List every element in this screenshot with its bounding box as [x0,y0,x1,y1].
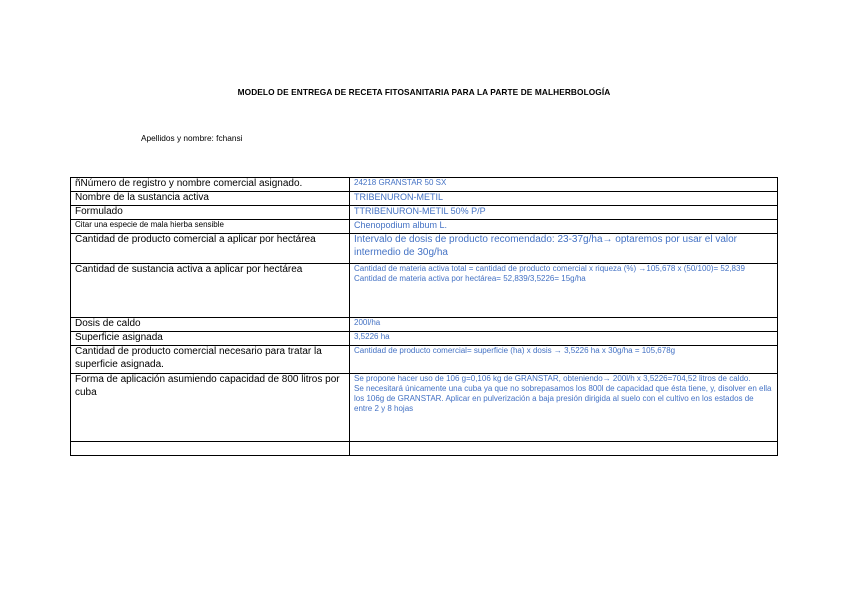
table-row [71,192,778,206]
row-label: Cantidad de producto comercial a aplicar por hectárea [71,234,350,264]
row-label [71,442,350,456]
document-title: MODELO DE ENTREGA DE RECETA FITOSANITARIA PARA LA PARTE DE MALHERBOLOGÍA [237,87,611,97]
row-value [350,206,778,220]
value-line: Cantidad de materia activa total = cantidad de producto comercial x riqueza (%) →105,678 x (50/100)= 52,839 [354,264,745,273]
table-row [71,220,778,234]
table-row [71,442,778,456]
row-label: ñNúmero de registro y nombre comercial asignado. [71,178,350,192]
row-value [350,264,778,318]
row-label: Cantidad de sustancia activa a aplicar por hectárea [71,264,350,318]
value-line: 24218 GRANSTAR 50 SX [354,178,447,187]
value-line: Cantidad de producto comercial= superficie (ha) x dosis → 3,5226 ha x 30g/ha = 105,678g [354,346,676,355]
row-value [350,234,778,264]
table-row [71,206,778,220]
value-line: Intervalo de dosis de producto recomendado: 23-37g/ha→ optaremos por usar el valor intermedio de 30g/ha [354,234,738,258]
value-line: 3,5226 ha [354,332,390,341]
row-label: Citar una especie de mala hierba sensible [71,220,350,234]
row-value [350,442,778,456]
row-label: Formulado [71,206,350,220]
value-line: Cantidad de materia activa por hectárea= 52,839/3,5226= 15g/ha [354,274,586,283]
table-row [71,374,778,442]
recipe-table [70,177,778,456]
row-value [350,332,778,346]
row-label: Superficie asignada [71,332,350,346]
value-line: TTRIBENURON-METIL 50% P/P [354,206,486,216]
value-line: Se necesitará únicamente una cuba ya que no sobrepasamos los 800l de capacidad que ésta tiene, y, disolver en ella los 106g de GRANSTAR. Aplicar en pulverización a baja presión dirigida al suelo con el cultivo en los estados de entre 2 y 8 hojas [354,384,772,413]
value-line: 200l/ha [354,318,381,327]
row-value [350,346,778,374]
table-row [71,318,778,332]
row-value [350,192,778,206]
row-value [350,220,778,234]
row-label: Cantidad de producto comercial necesario para tratar la superficie asignada. [71,346,350,374]
value-line: Chenopodium album L. [354,220,448,230]
value-line: TRIBENURON-METIL [354,192,444,202]
table-row [71,234,778,264]
table-row [71,178,778,192]
row-value [350,318,778,332]
row-label: Nombre de la sustancia activa [71,192,350,206]
author-line: Apellidos y nombre: fchansi [141,133,243,143]
value-line: Se propone hacer uso de 106 g=0,106 kg de GRANSTAR, obteniendo→ 200l/h x 3,5226=704,52 litros de caldo. [354,374,751,383]
table-row [71,346,778,374]
row-label: Forma de aplicación asumiendo capacidad de 800 litros por cuba [71,374,350,442]
row-value [350,374,778,442]
table-row [71,264,778,318]
row-value [350,178,778,192]
row-label: Dosis de caldo [71,318,350,332]
table-row [71,332,778,346]
